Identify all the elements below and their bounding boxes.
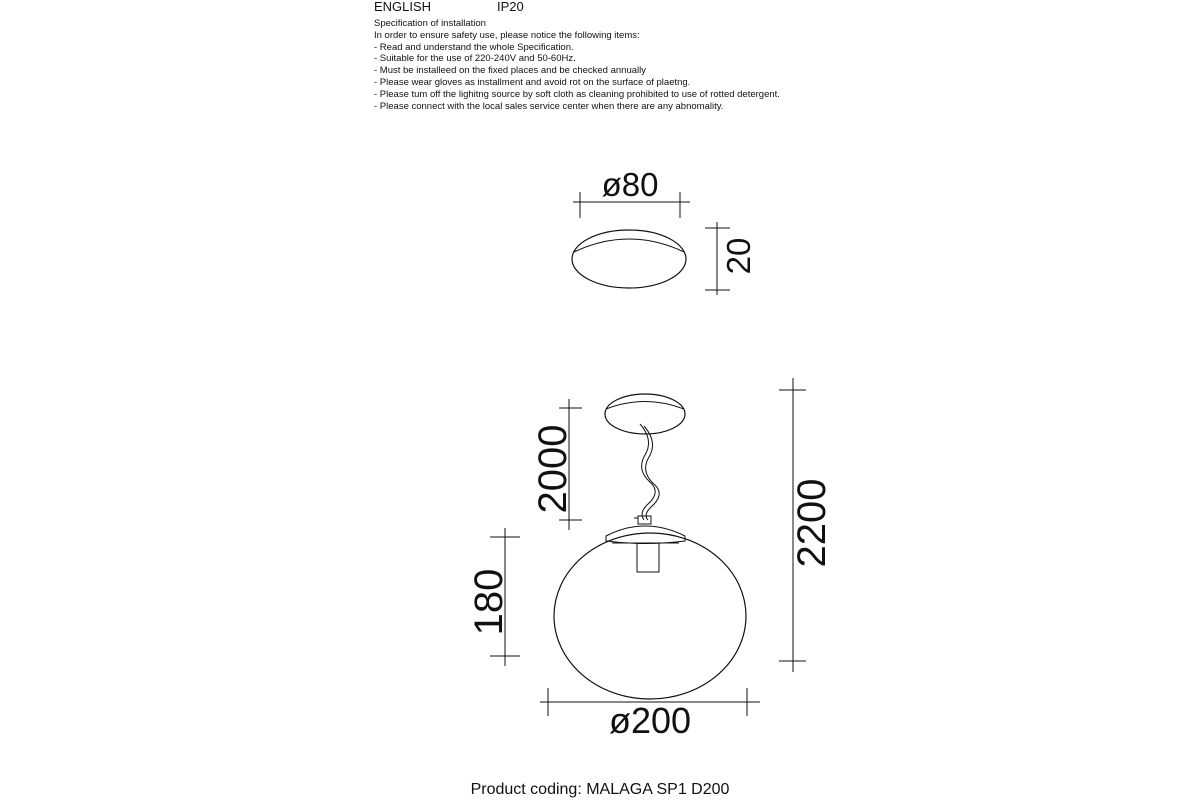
spec-item: - Please connect with the local sales service center when there are any abnomality. [374, 100, 724, 112]
spec-item: - Must be installeed on the fixed places and be checked annually [374, 65, 646, 77]
spec-item: - Please wear gloves as installment and avoid rot on the surface of plaetng. [374, 76, 691, 88]
spec-item: - Please tum off the lighitng source by soft cloth as cleaning prohibited to use of rotted detergent. [374, 88, 780, 100]
cable-length-label: 2000 [531, 424, 575, 514]
spec-item: - Read and understand the whole Specification. [374, 41, 574, 53]
ip-rating: IP20 [497, 0, 524, 14]
glass-globe [554, 533, 746, 699]
language-label: ENGLISH [374, 0, 432, 14]
spec-title: Specification of installation [374, 18, 486, 29]
spec-intro: In order to ensure safety use, please notice the following items: [374, 29, 640, 41]
shade-height-label: 180 [467, 568, 511, 636]
spec-item: - Suitable for the use of 220-240V and 50-60Hz. [374, 53, 576, 65]
canopy-height-label: 20 [720, 237, 757, 275]
canopy-diameter-label: ø80 [601, 166, 659, 203]
shade-cap [606, 526, 685, 544]
total-height-label: 2200 [790, 478, 834, 568]
canopy-disc [572, 230, 686, 288]
product-coding: Product coding: MALAGA SP1 D200 [470, 781, 730, 798]
shade-diameter-label: ø200 [608, 700, 692, 741]
pendant-canopy [605, 394, 685, 434]
lamp-holder [637, 543, 659, 572]
